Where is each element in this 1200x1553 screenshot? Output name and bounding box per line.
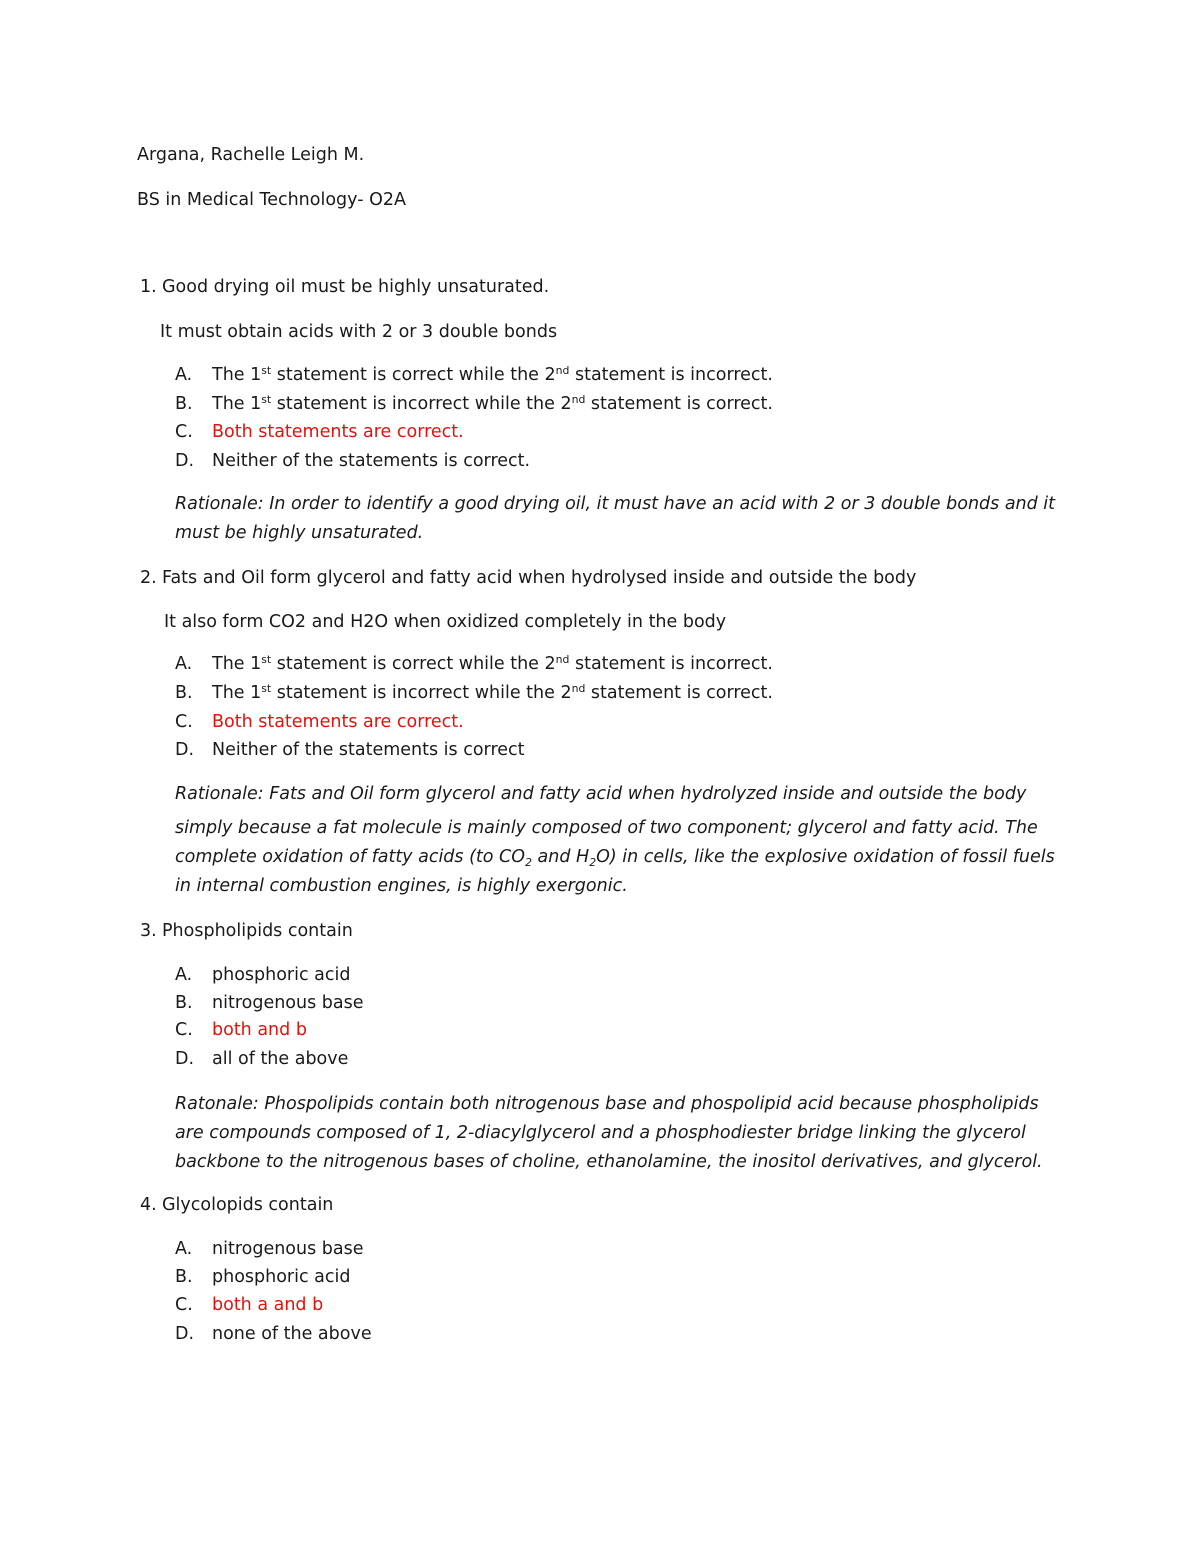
q2-rationale-line-4: in internal combustion engines, is highly exergonic.	[175, 876, 628, 896]
question-4-number: 4.	[140, 1195, 157, 1215]
question-2-number: 2.	[140, 568, 157, 588]
q1-option-c-letter: C.	[175, 422, 193, 442]
q2-option-a: The 1st statement is correct while the 2nd statement is incorrect.	[212, 652, 773, 674]
student-course: BS in Medical Technology- O2A	[137, 190, 406, 210]
question-3-number: 3.	[140, 921, 157, 941]
question-2-statement-2: It also form CO2 and H2O when oxidized completely in the body	[164, 612, 727, 632]
q1-option-b-letter: B.	[175, 394, 193, 414]
q4-option-a-letter: A.	[175, 1239, 193, 1259]
q2-option-b-letter: B.	[175, 683, 193, 703]
q3-option-d: all of the above	[212, 1049, 349, 1069]
q3-option-a: phosphoric acid	[212, 965, 351, 985]
q3-option-b: nitrogenous base	[212, 993, 364, 1013]
question-2-statement-1: Fats and Oil form glycerol and fatty acid when hydrolysed inside and outside the body	[162, 568, 917, 588]
q2-option-d-letter: D.	[175, 740, 195, 760]
q2-rationale-line-1: Rationale: Fats and Oil form glycerol and fatty acid when hydrolyzed inside and outside the body	[175, 784, 1027, 804]
q1-option-b: The 1st statement is incorrect while the 2nd statement is correct.	[212, 392, 773, 414]
q3-option-a-letter: A.	[175, 965, 193, 985]
q2-option-a-letter: A.	[175, 654, 193, 674]
q4-option-b-letter: B.	[175, 1267, 193, 1287]
q4-option-c-letter: C.	[175, 1295, 193, 1315]
q1-rationale-line-1: Rationale: In order to identify a good drying oil, it must have an acid with 2 or 3 double bonds and it	[175, 494, 1056, 514]
q1-rationale-line-2: must be highly unsaturated.	[175, 523, 424, 543]
q3-option-c-answer: both and b	[212, 1020, 307, 1040]
q2-option-d: Neither of the statements is correct	[212, 740, 525, 760]
q4-option-d-letter: D.	[175, 1324, 195, 1344]
q1-option-d-letter: D.	[175, 451, 195, 471]
q1-option-d: Neither of the statements is correct.	[212, 451, 531, 471]
q1-option-a-letter: A.	[175, 365, 193, 385]
student-name: Argana, Rachelle Leigh M.	[137, 145, 365, 165]
q2-option-b: The 1st statement is incorrect while the 2nd statement is correct.	[212, 681, 773, 703]
q3-option-c-letter: C.	[175, 1020, 193, 1040]
q3-option-b-letter: B.	[175, 993, 193, 1013]
q3-rationale-line-3: backbone to the nitrogenous bases of choline, ethanolamine, the inositol derivatives, and glycerol.	[175, 1152, 1043, 1172]
q3-rationale-line-1: Ratonale: Phospolipids contain both nitrogenous base and phospolipid acid because phospholipids	[175, 1094, 1039, 1114]
question-3-statement: Phospholipids contain	[162, 921, 353, 941]
q3-rationale-line-2: are compounds composed of 1, 2-diacylglycerol and a phosphodiester bridge linking the glycerol	[175, 1123, 1026, 1143]
question-1-statement-2: It must obtain acids with 2 or 3 double bonds	[160, 322, 558, 342]
q4-option-a: nitrogenous base	[212, 1239, 364, 1259]
q2-option-c-answer: Both statements are correct.	[212, 712, 464, 732]
q2-rationale-line-3: complete oxidation of fatty acids (to $CO_2$ and $H_2O$) in cells, like the explosive oxidation of fossil fuels	[175, 847, 1055, 870]
question-4-statement: Glycolopids contain	[162, 1195, 334, 1215]
q2-rationale-line-2: simply because a fat molecule is mainly composed of two component; glycerol and fatty acid. The	[175, 818, 1038, 838]
q2-option-c-letter: C.	[175, 712, 193, 732]
q4-option-b: phosphoric acid	[212, 1267, 351, 1287]
q4-option-d: none of the above	[212, 1324, 372, 1344]
question-1-number: 1.	[140, 277, 157, 297]
q4-option-c-answer: both a and b	[212, 1295, 324, 1315]
question-1-statement-1: Good drying oil must be highly unsaturated.	[162, 277, 550, 297]
q1-option-a: The 1st statement is correct while the 2nd statement is incorrect.	[212, 363, 773, 385]
q3-option-d-letter: D.	[175, 1049, 195, 1069]
q1-option-c-answer: Both statements are correct.	[212, 422, 464, 442]
